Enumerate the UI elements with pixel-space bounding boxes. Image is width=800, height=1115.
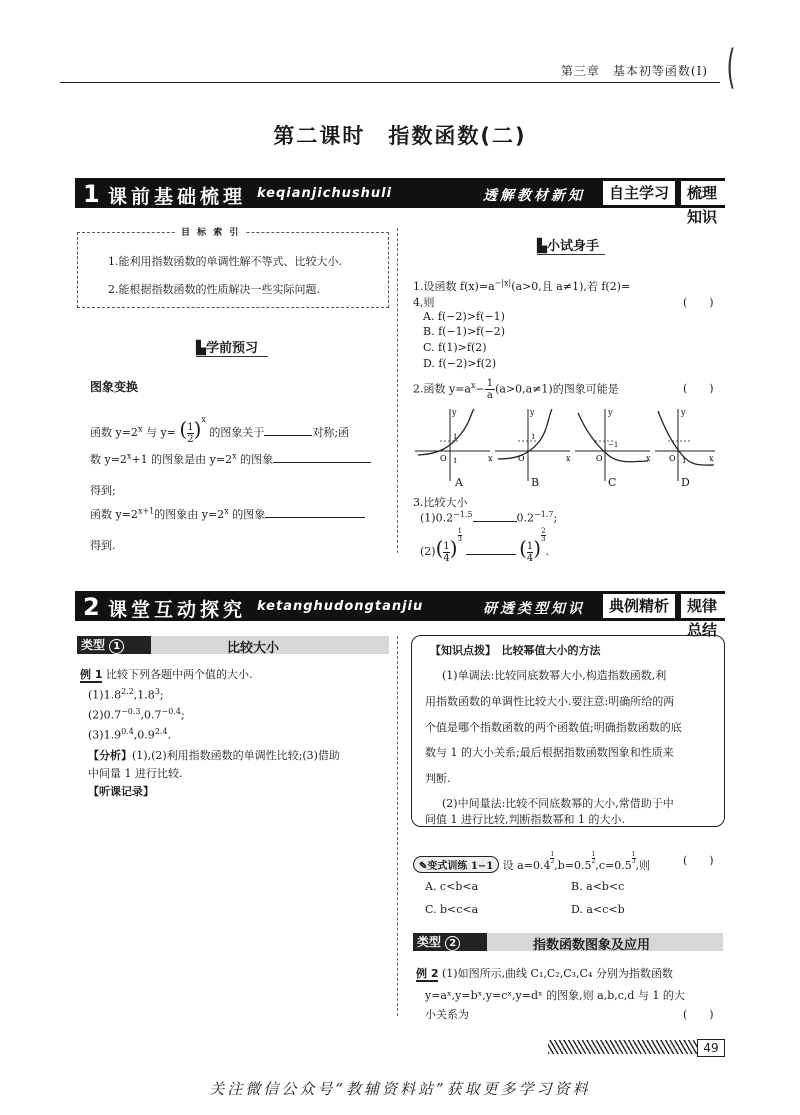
record-label: 【听课记录】 — [88, 785, 154, 798]
type-number-icon: 1 — [109, 639, 124, 654]
example-1: 例 1 比较下列各题中两个值的大小. — [80, 668, 253, 681]
preview-line-5: 得到. — [90, 539, 116, 552]
axis-label: x — [709, 454, 714, 463]
knowledge-heading: 【知识点拨】 比较幂值大小的方法 — [430, 644, 601, 657]
section-number: 1 — [83, 180, 100, 208]
section-tag-a: 典例精析 — [603, 594, 675, 618]
column-divider — [397, 636, 398, 1016]
section-tag-b: 规律总结 — [681, 594, 725, 618]
preview-subheading: 图象变换 — [90, 380, 139, 394]
page-title: 第二课时 指数函数(二) — [273, 124, 527, 148]
axis-label: y — [681, 408, 686, 417]
knowledge-line: (2)中间量法:比较不同底数幂的大小,常借助于中 — [442, 797, 674, 810]
type-bar-1 — [77, 636, 389, 654]
section-pinyin: ketanghudongtanjiu — [257, 599, 424, 614]
example-1-part: $(3)1.9^{0.4},0.9^{2.4}$. — [88, 727, 172, 742]
type-title: 指数函数图象及应用 — [533, 938, 651, 953]
section-bar-1 — [75, 178, 725, 226]
q1-line: 1.设函数 $f(x)=a^{-|x|}(a>0$,且 a≠1),若 f(2)= — [413, 278, 631, 293]
q1-option: A. f(−2)>f(−1) — [423, 310, 505, 323]
example-1-part: $(1)1.8^{2.2},1.8^3$; — [88, 687, 164, 702]
tick-label: 1 — [453, 457, 458, 465]
graph-a — [415, 408, 493, 481]
knowledge-line: (1)单调法:比较同底数幂大小,构造指数函数,利 — [442, 669, 667, 682]
tick-label: −1 — [608, 441, 619, 449]
q3-part-2: (2)( $\frac{1}{4}$ ) $\frac{1}{3}$ ( $\frac{1}{4}$ ) $\frac{2}{3}$ . — [420, 527, 550, 564]
section-name: 课前基础梳理 — [108, 186, 247, 208]
section-slogan: 透解教材新知 — [483, 188, 585, 204]
bookmark-icon: ▙ — [537, 239, 547, 254]
origin-label: O — [669, 454, 676, 463]
analysis-line-2: 中间量 1 进行比较. — [88, 767, 183, 780]
practice-heading: ▙小试身手 — [537, 239, 600, 254]
variant-option: B. a<b<c — [571, 880, 625, 893]
variant-option: A. c<b<a — [425, 880, 479, 893]
q1-option: C. f(1)>f(2) — [423, 341, 487, 354]
graph-b — [495, 408, 571, 481]
q2-answer-paren: ( ) — [683, 382, 714, 395]
graph-label: A — [455, 476, 463, 489]
example-2-line: y=aˣ,y=bˣ,y=cˣ,y=dˣ 的图象,则 a,b,c,d 与 1 的大 — [425, 989, 685, 1002]
header-bracket: ( — [726, 40, 736, 94]
type-bar-2 — [413, 933, 723, 951]
chapter-header: 第三章 基本初等函数(Ⅰ) — [560, 64, 708, 78]
graph-label: C — [608, 476, 617, 489]
origin-label: O — [596, 454, 603, 463]
section-tag-b: 梳理知识 — [681, 181, 725, 205]
preview-line-2: 数 $y=2^x+1$ 的图象是由 $y=2^x$ 的图象 — [90, 451, 371, 467]
goals-heading: 目 标 索 引 — [175, 225, 246, 238]
axis-label: x — [488, 454, 493, 463]
type-badge: 类型 2 — [413, 933, 487, 951]
pencil-icon: ✎ — [419, 861, 428, 872]
axis-label: y — [530, 408, 535, 417]
variant-answer-paren: ( ) — [683, 854, 714, 867]
example-badge: 例 2 — [416, 967, 439, 980]
header-rule — [60, 82, 720, 83]
graph-label: B — [531, 476, 540, 489]
axis-label: y — [452, 408, 457, 417]
goal-item: 1.能利用指数函数的单调性解不等式、比较大小. — [108, 255, 342, 268]
type-title: 比较大小 — [227, 641, 280, 656]
knowledge-line: 用指数函数的单调性比较大小.要注意:明确所给的两 — [425, 695, 675, 708]
q3-line: 3.比较大小 — [413, 496, 468, 509]
variant-badge: ✎变式训练 1−1 — [413, 856, 499, 873]
q1-answer-paren: ( ) — [683, 296, 714, 309]
goal-item: 2.能根据指数函数的性质解决一些实际问题. — [108, 283, 320, 296]
analysis-line: 【分析】(1),(2)利用指数函数的单调性比较;(3)借助 — [88, 749, 340, 762]
q2-graphs — [410, 403, 720, 485]
section-name: 课堂互动探究 — [108, 599, 247, 621]
example-badge: 例 1 — [80, 668, 103, 681]
section-number: 2 — [83, 593, 100, 621]
variant-option: D. a<c<b — [571, 903, 625, 916]
axis-label: x — [646, 454, 651, 463]
page-hatch — [548, 1040, 698, 1054]
graph-label: D — [681, 476, 690, 489]
q2-line: 2.函数 $y=a^x-$ $\frac{1}{a}$ (a>0,a≠1)的图象可能是 — [413, 378, 619, 401]
section-bar-2 — [75, 591, 725, 639]
preview-heading: ▙学前预习 — [196, 341, 259, 356]
origin-label: O — [440, 454, 447, 463]
heading-underline — [537, 254, 605, 255]
page-number: 49 — [697, 1039, 725, 1057]
q1-line-2: 4,则 — [413, 296, 435, 309]
tick-label: 1 — [453, 433, 458, 441]
section-pinyin: keqianjichushuli — [257, 186, 393, 201]
origin-label: O — [518, 454, 525, 463]
tick-label: 1 — [682, 457, 687, 465]
tick-label: 1 — [531, 433, 536, 441]
example-1-part: $(2)0.7^{-0.3},0.7^{-0.4}$; — [88, 707, 185, 722]
column-divider — [397, 228, 398, 553]
type-badge: 类型 1 — [77, 636, 151, 654]
q1-option: D. f(−2)>f(2) — [423, 357, 497, 370]
bookmark-icon: ▙ — [196, 341, 206, 356]
axis-label: x — [566, 454, 571, 463]
example-2: 例 2 (1)如图所示,曲线 C₁,C₂,C₃,C₄ 分别为指数函数 — [416, 967, 673, 980]
type-number-icon: 2 — [445, 936, 460, 951]
preview-line-3: 得到; — [90, 484, 116, 497]
section-tag-a: 自主学习 — [603, 181, 675, 205]
preview-line-4: 函数 $y=2^{x+1}$的图象由 $y=2^x$ 的图象 — [90, 506, 365, 522]
knowledge-line: 数与 1 的大小关系;最后根据指数函数图象和性质来 — [425, 746, 674, 759]
q3-part-1: $(1)0.2^{-1.5}$ $0.2^{-1.7}$; — [420, 510, 558, 525]
footer-note: 关注微信公众号“教辅资料站”获取更多学习资料 — [209, 1080, 591, 1098]
knowledge-line: 个值是哪个指数函数的两个函数值;明确指数函数的底 — [425, 721, 682, 734]
q1-option: B. f(−1)>f(−2) — [423, 325, 506, 338]
knowledge-line: 间值 1 进行比较,判断指数幂和 1 的大小. — [425, 813, 625, 826]
knowledge-line: 判断. — [425, 772, 451, 785]
variant-option: C. b<c<a — [425, 903, 479, 916]
section-slogan: 研透类型知识 — [483, 601, 585, 617]
axis-label: y — [608, 408, 613, 417]
example-2-line: 小关系为 — [425, 1008, 469, 1021]
variant-question: ✎变式训练 1−1 设 a=0.4 $\frac{1}{2}$ ,b=0.5 $\frac{1}{2}$ ,c=0.5 $\frac{1}{3}$ ,则 — [413, 852, 650, 873]
heading-underline — [196, 356, 268, 357]
graph-d — [655, 408, 715, 481]
example-2-answer-paren: ( ) — [683, 1008, 714, 1021]
graph-c — [575, 408, 651, 481]
preview-line-1: 函数 $y=2^x$ 与 y= ( $\frac{1}{2}$ )$^x$ 的图象关于 对称;函 — [90, 415, 350, 445]
